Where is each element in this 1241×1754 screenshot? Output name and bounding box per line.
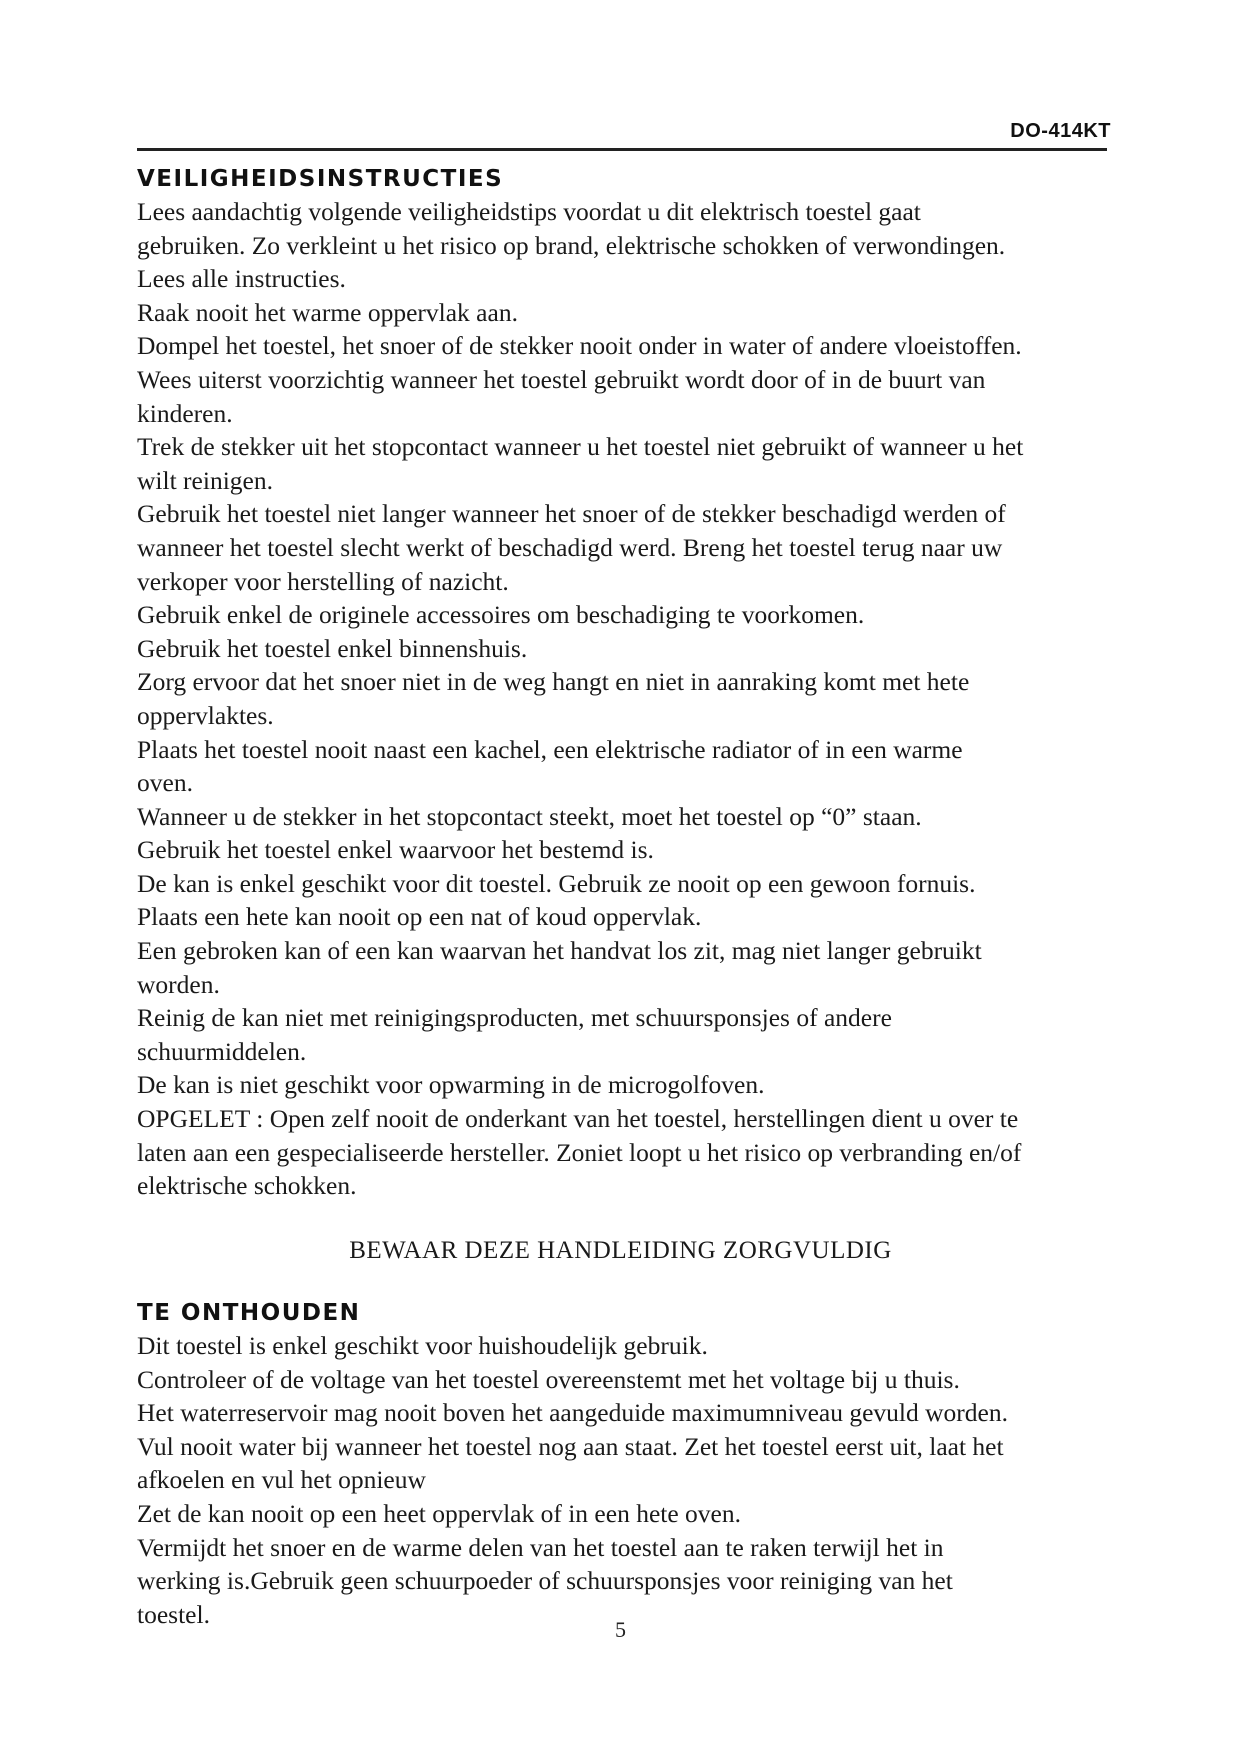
safety-line: Gebruik het toestel enkel waarvoor het bestemd is. bbox=[137, 835, 654, 865]
remember-line: Controleer of de voltage van het toestel overeenstemt met het voltage bij u thuis. bbox=[137, 1364, 960, 1394]
remember-line: Het waterreservoir mag nooit boven het aangeduide maximumniveau gevuld worden. bbox=[137, 1398, 1008, 1428]
safety-line: elektrische schokken. bbox=[137, 1171, 357, 1201]
safety-instructions-title: VEILIGHEIDSINSTRUCTIES bbox=[137, 166, 504, 192]
model-code: DO-414KT bbox=[1010, 120, 1111, 142]
safety-line: oven. bbox=[137, 768, 193, 798]
safety-line: Lees aandachtig volgende veiligheidstips voordat u dit elektrisch toestel gaat bbox=[137, 197, 921, 226]
safety-line: OPGELET : Open zelf nooit de onderkant van het toestel, herstellingen dient u over te bbox=[137, 1104, 1019, 1134]
safety-line: De kan is niet geschikt voor opwarming in de microgolfoven. bbox=[137, 1070, 765, 1100]
remember-line: Dit toestel is enkel geschikt voor huishoudelijk gebruik. bbox=[137, 1331, 708, 1360]
safety-line: Een gebroken kan of een kan waarvan het handvat los zit, mag niet langer gebruikt bbox=[137, 936, 982, 966]
remember-line: toestel. bbox=[137, 1599, 210, 1629]
save-manual-notice: BEWAAR DEZE HANDLEIDING ZORGVULDIG bbox=[349, 1237, 892, 1264]
safety-line: Wees uiterst voorzichtig wanneer het toestel gebruikt wordt door of in de buurt van bbox=[137, 364, 986, 394]
safety-line: Plaats een hete kan nooit op een nat of koud oppervlak. bbox=[137, 902, 702, 932]
safety-line: schuurmiddelen. bbox=[137, 1036, 307, 1066]
safety-line: De kan is enkel geschikt voor dit toestel. Gebruik ze nooit op een gewoon fornuis. bbox=[137, 868, 976, 898]
safety-line: Dompel het toestel, het snoer of de stekker nooit onder in water of andere vloeistoffen. bbox=[137, 331, 1022, 361]
header-divider bbox=[137, 148, 1107, 151]
safety-line: Raak nooit het warme oppervlak aan. bbox=[137, 297, 518, 327]
safety-line: Zorg ervoor dat het snoer niet in de weg hangt en niet in aanraking komt met hete bbox=[137, 667, 970, 697]
remember-section bbox=[137, 1298, 1117, 1631]
safety-line: worden. bbox=[137, 969, 220, 999]
safety-line: kinderen. bbox=[137, 398, 233, 428]
safety-line: Trek de stekker uit het stopcontact wanneer u het toestel niet gebruikt of wanneer u het bbox=[137, 432, 1024, 462]
safety-line: Gebruik het toestel enkel binnenshuis. bbox=[137, 633, 528, 663]
safety-line: oppervlaktes. bbox=[137, 700, 274, 730]
remember-title: TE ONTHOUDEN bbox=[137, 1300, 361, 1326]
remember-line: afkoelen en vul het opnieuw bbox=[137, 1465, 426, 1495]
safety-instructions-section bbox=[137, 164, 1117, 1203]
page-number: 5 bbox=[615, 1617, 626, 1642]
safety-line: Wanneer u de stekker in het stopcontact steekt, moet het toestel op “0” staan. bbox=[137, 801, 922, 831]
safety-line: gebruiken. Zo verkleint u het risico op brand, elektrische schokken of verwondingen. bbox=[137, 230, 1006, 260]
safety-line: Plaats het toestel nooit naast een kachel, een elektrische radiator of in een warme bbox=[137, 734, 963, 764]
remember-line: Vul nooit water bij wanneer het toestel nog aan staat. Zet het toestel eerst uit, laat het bbox=[137, 1431, 1004, 1461]
safety-line: laten aan een gespecialiseerde hersteller. Zoniet loopt u het risico op verbranding en/of bbox=[137, 1137, 1022, 1167]
safety-line: Gebruik enkel de originele accessoires om beschadiging te voorkomen. bbox=[137, 600, 865, 630]
remember-line: Vermijdt het snoer en de warme delen van het toestel aan te raken terwijl het in bbox=[137, 1532, 944, 1562]
safety-line: wilt reinigen. bbox=[137, 465, 273, 495]
safety-line: Gebruik het toestel niet langer wanneer het snoer of de stekker beschadigd werden of bbox=[137, 499, 1006, 529]
remember-line: Zet de kan nooit op een heet oppervlak of in een hete oven. bbox=[137, 1498, 741, 1528]
safety-line: verkoper voor herstelling of nazicht. bbox=[137, 566, 509, 596]
safety-line: Reinig de kan niet met reinigingsproducten, met schuursponsjes of andere bbox=[137, 1003, 892, 1033]
remember-line: werking is.Gebruik geen schuurpoeder of schuursponsjes voor reiniging van het bbox=[137, 1566, 953, 1596]
safety-line: wanneer het toestel slecht werkt of beschadigd werd. Breng het toestel terug naar uw bbox=[137, 532, 1003, 562]
safety-line: Lees alle instructies. bbox=[137, 264, 346, 294]
